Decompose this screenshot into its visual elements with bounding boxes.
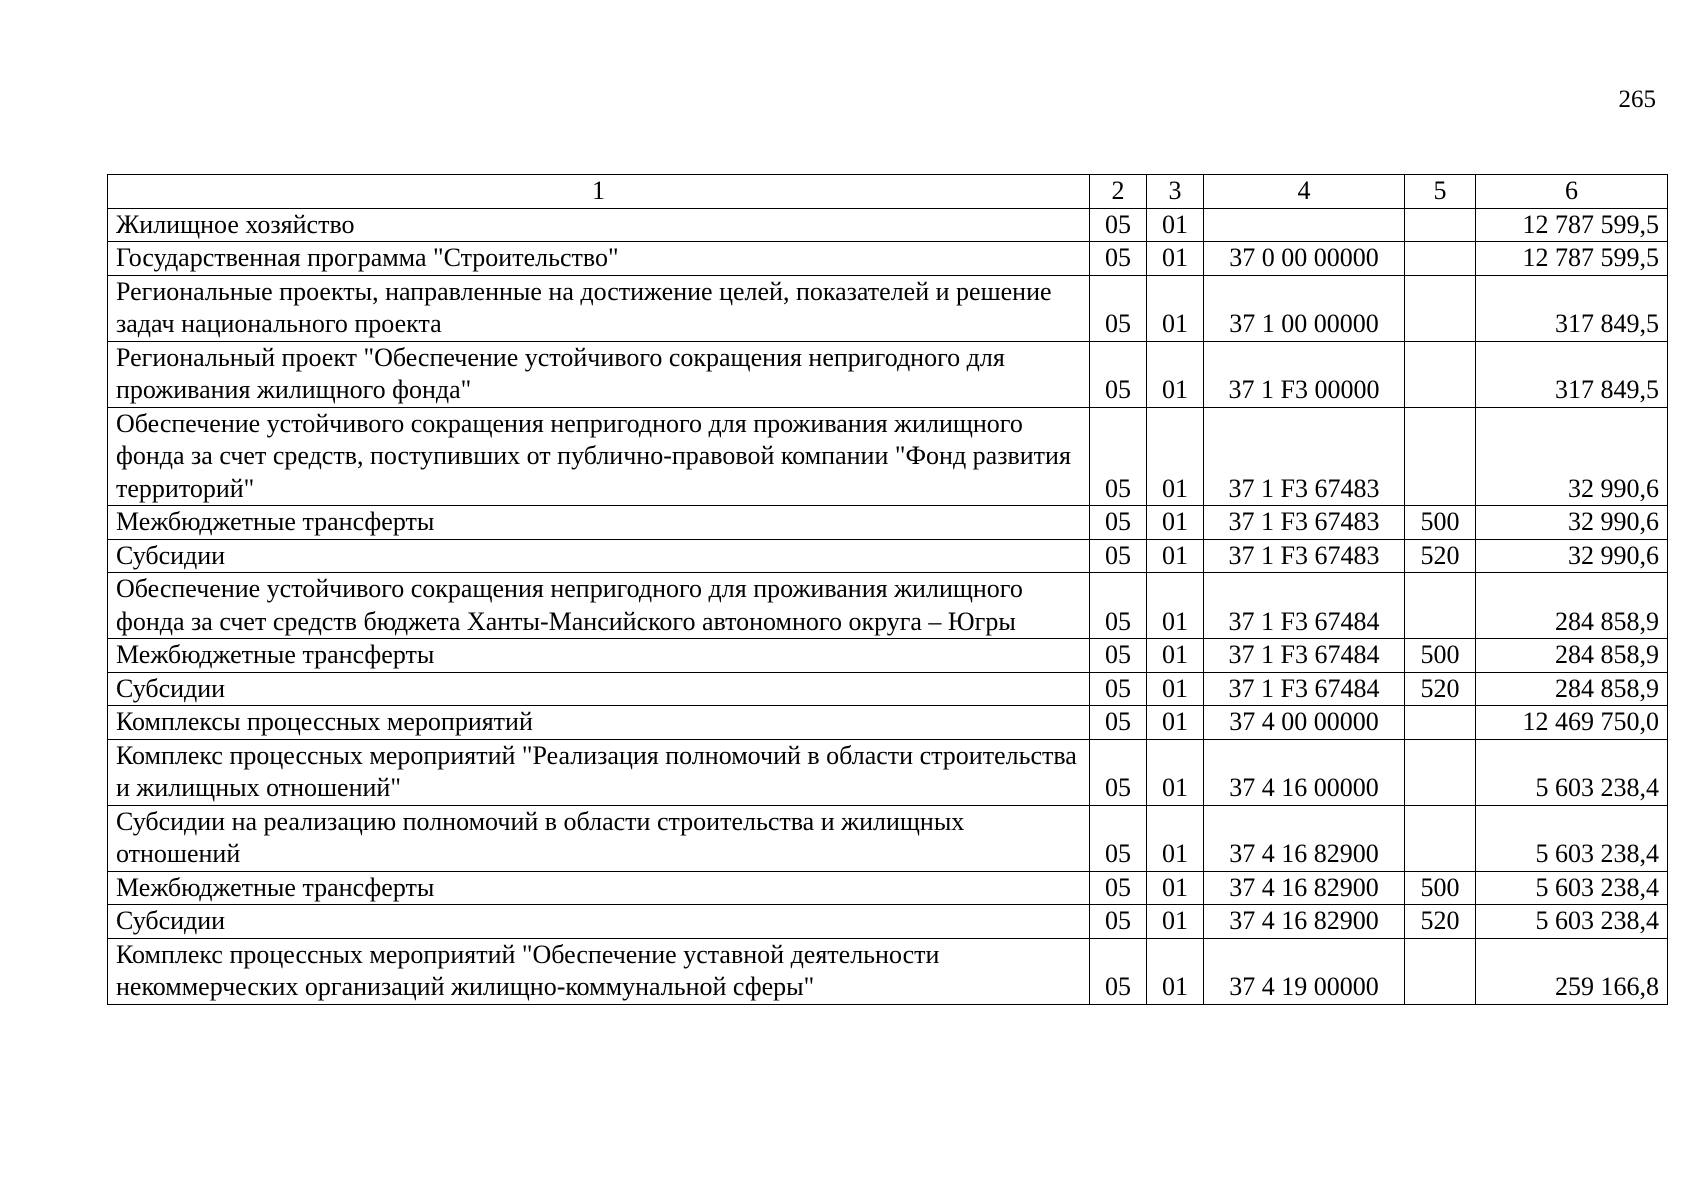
row-section: 05 (1090, 871, 1147, 905)
row-expense-type (1405, 805, 1476, 871)
row-target-article: 37 1 F3 67484 (1204, 573, 1405, 639)
row-subsection: 01 (1147, 275, 1204, 341)
table-row (108, 706, 1668, 740)
row-name: Комплекс процессных мероприятий "Реализация полномочий в области строительства и жилищных отношений" (108, 739, 1090, 805)
row-section: 05 (1090, 407, 1147, 506)
row-name: Обеспечение устойчивого сокращения непригодного для проживания жилищного фонда за счет средств бюджета Ханты-Мансийского автономного округа – Югры (108, 573, 1090, 639)
row-amount: 284 858,9 (1476, 573, 1668, 639)
row-expense-type: 520 (1405, 672, 1476, 706)
column-header-5: 5 (1405, 175, 1476, 209)
row-target-article: 37 4 16 82900 (1204, 871, 1405, 905)
row-amount: 12 787 599,5 (1476, 208, 1668, 242)
row-target-article: 37 1 F3 67483 (1204, 407, 1405, 506)
row-expense-type (1405, 208, 1476, 242)
row-amount: 12 469 750,0 (1476, 706, 1668, 740)
row-target-article: 37 1 F3 67484 (1204, 639, 1405, 673)
row-name: Субсидии на реализацию полномочий в области строительства и жилищных отношений (108, 805, 1090, 871)
row-name: Региональные проекты, направленные на достижение целей, показателей и решение задач национального проекта (108, 275, 1090, 341)
column-header-6: 6 (1476, 175, 1668, 209)
row-name: Жилищное хозяйство (108, 208, 1090, 242)
row-name: Обеспечение устойчивого сокращения непригодного для проживания жилищного фонда за счет средств, поступивших от публично-правовой компании "Фонд развития территорий" (108, 407, 1090, 506)
row-section: 05 (1090, 539, 1147, 573)
row-amount: 317 849,5 (1476, 275, 1668, 341)
table-row (108, 506, 1668, 540)
row-subsection: 01 (1147, 407, 1204, 506)
table-row (108, 573, 1668, 639)
row-name: Комплекс процессных мероприятий "Обеспечение уставной деятельности некоммерческих организаций жилищно-коммунальной сферы" (108, 938, 1090, 1004)
row-name: Субсидии (108, 672, 1090, 706)
table-row (108, 242, 1668, 276)
row-section: 05 (1090, 506, 1147, 540)
row-name: Межбюджетные трансферты (108, 871, 1090, 905)
row-amount: 32 990,6 (1476, 539, 1668, 573)
row-subsection: 01 (1147, 905, 1204, 939)
table-row (108, 938, 1668, 1004)
row-name: Региональный проект "Обеспечение устойчивого сокращения непригодного для проживания жилищного фонда" (108, 341, 1090, 407)
row-amount: 284 858,9 (1476, 639, 1668, 673)
column-header-3: 3 (1147, 175, 1204, 209)
table-header-row (108, 175, 1668, 209)
row-expense-type: 500 (1405, 506, 1476, 540)
row-amount: 32 990,6 (1476, 506, 1668, 540)
row-name: Межбюджетные трансферты (108, 506, 1090, 540)
row-section: 05 (1090, 639, 1147, 673)
row-target-article: 37 4 16 82900 (1204, 805, 1405, 871)
row-amount: 5 603 238,4 (1476, 905, 1668, 939)
row-section: 05 (1090, 672, 1147, 706)
row-section: 05 (1090, 573, 1147, 639)
row-subsection: 01 (1147, 639, 1204, 673)
table-row (108, 672, 1668, 706)
row-section: 05 (1090, 905, 1147, 939)
row-subsection: 01 (1147, 938, 1204, 1004)
row-amount: 259 166,8 (1476, 938, 1668, 1004)
row-target-article: 37 1 F3 67484 (1204, 672, 1405, 706)
row-target-article: 37 1 00 00000 (1204, 275, 1405, 341)
row-target-article: 37 4 16 00000 (1204, 739, 1405, 805)
row-expense-type (1405, 573, 1476, 639)
row-target-article: 37 1 F3 67483 (1204, 539, 1405, 573)
row-section: 05 (1090, 208, 1147, 242)
row-amount: 317 849,5 (1476, 341, 1668, 407)
row-target-article: 37 4 00 00000 (1204, 706, 1405, 740)
row-expense-type (1405, 341, 1476, 407)
table-row (108, 208, 1668, 242)
row-expense-type (1405, 706, 1476, 740)
row-expense-type: 500 (1405, 639, 1476, 673)
row-expense-type: 520 (1405, 905, 1476, 939)
column-header-2: 2 (1090, 175, 1147, 209)
row-subsection: 01 (1147, 573, 1204, 639)
row-subsection: 01 (1147, 706, 1204, 740)
row-section: 05 (1090, 938, 1147, 1004)
row-expense-type (1405, 938, 1476, 1004)
row-subsection: 01 (1147, 739, 1204, 805)
table-row (108, 739, 1668, 805)
row-subsection: 01 (1147, 805, 1204, 871)
row-target-article: 37 4 19 00000 (1204, 938, 1405, 1004)
row-target-article: 37 1 F3 67483 (1204, 506, 1405, 540)
row-subsection: 01 (1147, 672, 1204, 706)
row-expense-type (1405, 275, 1476, 341)
row-amount: 12 787 599,5 (1476, 242, 1668, 276)
table-row (108, 639, 1668, 673)
row-amount: 5 603 238,4 (1476, 871, 1668, 905)
row-subsection: 01 (1147, 242, 1204, 276)
table-body (108, 175, 1668, 1005)
budget-table (107, 174, 1668, 1005)
row-section: 05 (1090, 739, 1147, 805)
table-row (108, 341, 1668, 407)
row-name: Субсидии (108, 905, 1090, 939)
row-target-article: 37 0 00 00000 (1204, 242, 1405, 276)
row-section: 05 (1090, 275, 1147, 341)
row-name: Межбюджетные трансферты (108, 639, 1090, 673)
row-expense-type: 520 (1405, 539, 1476, 573)
row-target-article: 37 4 16 82900 (1204, 905, 1405, 939)
row-name: Государственная программа "Строительство" (108, 242, 1090, 276)
row-expense-type (1405, 242, 1476, 276)
row-subsection: 01 (1147, 341, 1204, 407)
table-row (108, 275, 1668, 341)
page-number: 265 (1618, 86, 1656, 113)
row-amount: 5 603 238,4 (1476, 739, 1668, 805)
table-row (108, 539, 1668, 573)
column-header-4: 4 (1204, 175, 1405, 209)
row-subsection: 01 (1147, 871, 1204, 905)
row-subsection: 01 (1147, 539, 1204, 573)
row-amount: 5 603 238,4 (1476, 805, 1668, 871)
row-expense-type (1405, 407, 1476, 506)
row-section: 05 (1090, 341, 1147, 407)
row-subsection: 01 (1147, 208, 1204, 242)
row-amount: 32 990,6 (1476, 407, 1668, 506)
row-name: Комплексы процессных мероприятий (108, 706, 1090, 740)
table-row (108, 905, 1668, 939)
row-section: 05 (1090, 242, 1147, 276)
row-subsection: 01 (1147, 506, 1204, 540)
table-row (108, 805, 1668, 871)
row-target-article: 37 1 F3 00000 (1204, 341, 1405, 407)
row-expense-type (1405, 739, 1476, 805)
column-header-1: 1 (108, 175, 1090, 209)
row-expense-type: 500 (1405, 871, 1476, 905)
table-row (108, 871, 1668, 905)
row-section: 05 (1090, 805, 1147, 871)
row-amount: 284 858,9 (1476, 672, 1668, 706)
row-section: 05 (1090, 706, 1147, 740)
table-row (108, 407, 1668, 506)
row-target-article (1204, 208, 1405, 242)
row-name: Субсидии (108, 539, 1090, 573)
